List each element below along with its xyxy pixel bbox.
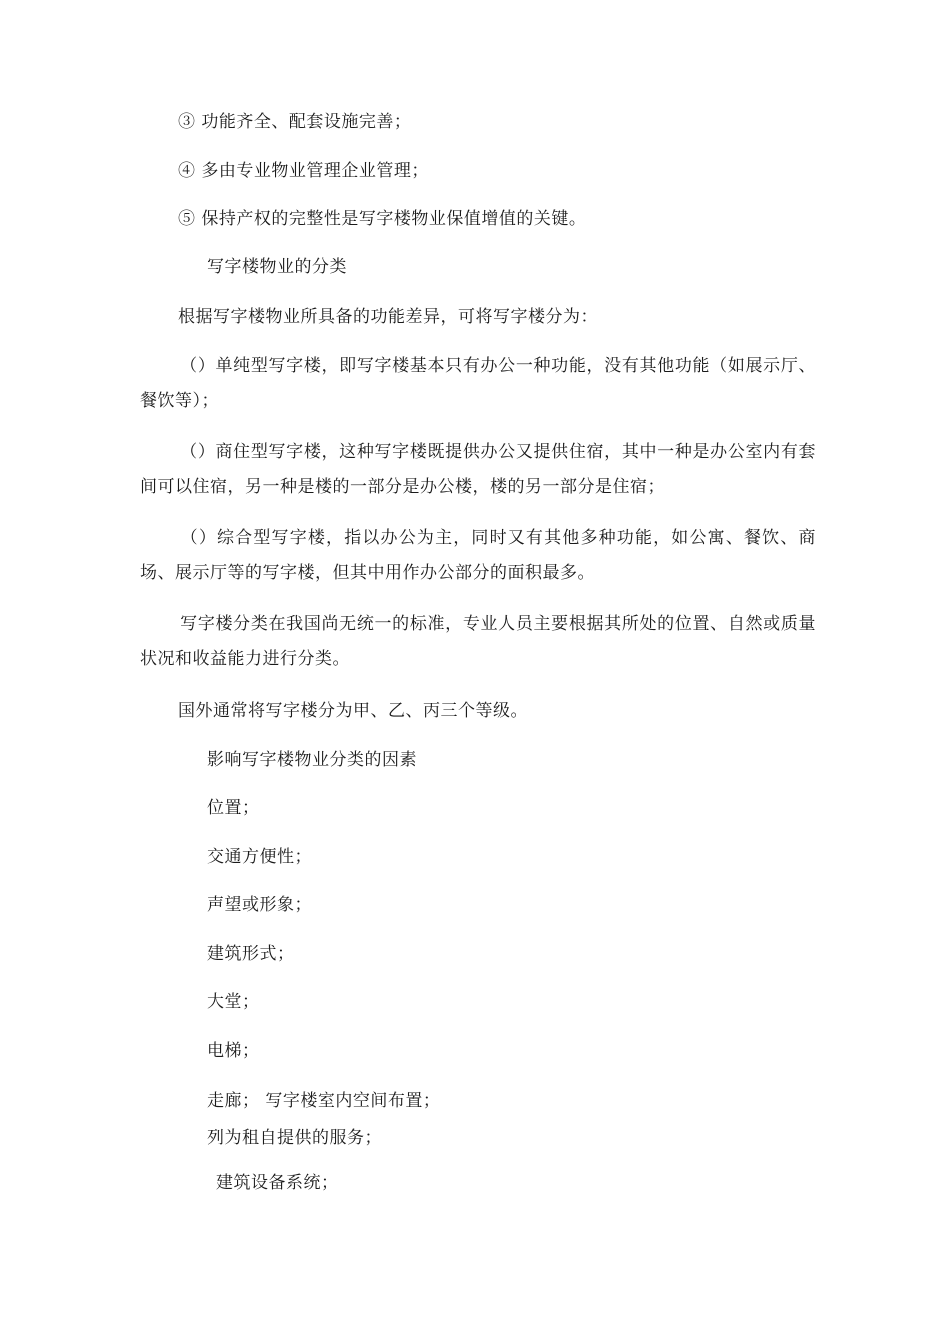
factor-item-corridor-layout: 走廊； 写字楼室内空间布置；: [207, 1091, 441, 1111]
classification-heading: 写字楼物业的分类: [207, 257, 347, 277]
factor-item-transport: 交通方便性；: [207, 847, 312, 867]
feature-item-3: ③ 功能齐全、配套设施完善；: [178, 112, 412, 132]
factor-item-services: 列为租自提供的服务；: [207, 1128, 382, 1148]
type-item-comprehensive-text: （）综合型写字楼，指以办公为主，同时又有其他多种功能，如公寓、餐饮、商场、展示厅等的写字楼，但其中用作办公部分的面积最多。: [140, 528, 816, 583]
standard-note-text: 写字楼分类在我国尚无统一的标准，专业人员主要根据其所处的位置、自然或质量状况和收益能力进行分类。: [140, 614, 816, 669]
factor-item-location: 位置；: [207, 798, 260, 818]
factors-heading: 影响写字楼物业分类的因素: [207, 750, 417, 770]
type-item-single-text: （）单纯型写字楼，即写字楼基本只有办公一种功能，没有其他功能（如展示厅、餐饮等）；: [140, 356, 816, 411]
grades-note: 国外通常将写字楼分为甲、乙、丙三个等级。: [178, 701, 528, 721]
type-item-comprehensive: [140, 521, 816, 591]
factor-item-elevator: 电梯；: [207, 1041, 260, 1061]
standard-note: [140, 607, 816, 677]
feature-item-4: ④ 多由专业物业管理企业管理；: [178, 161, 429, 181]
classification-intro: 根据写字楼物业所具备的功能差异，可将写字楼分为：: [178, 307, 598, 327]
factor-item-reputation: 声望或形象；: [207, 895, 312, 915]
feature-item-5: ⑤ 保持产权的完整性是写字楼物业保值增值的关键。: [178, 209, 587, 229]
type-item-commercial-residential-text: （）商住型写字楼，这种写字楼既提供办公又提供住宿，其中一种是办公室内有套间可以住宿，另一种是楼的一部分是办公楼，楼的另一部分是住宿；: [140, 442, 816, 497]
factor-item-building-systems: 建筑设备系统；: [216, 1173, 339, 1193]
factor-item-architecture: 建筑形式；: [207, 944, 295, 964]
factor-item-lobby: 大堂；: [207, 992, 260, 1012]
type-item-single: [140, 349, 816, 419]
type-item-commercial-residential: [140, 435, 816, 505]
